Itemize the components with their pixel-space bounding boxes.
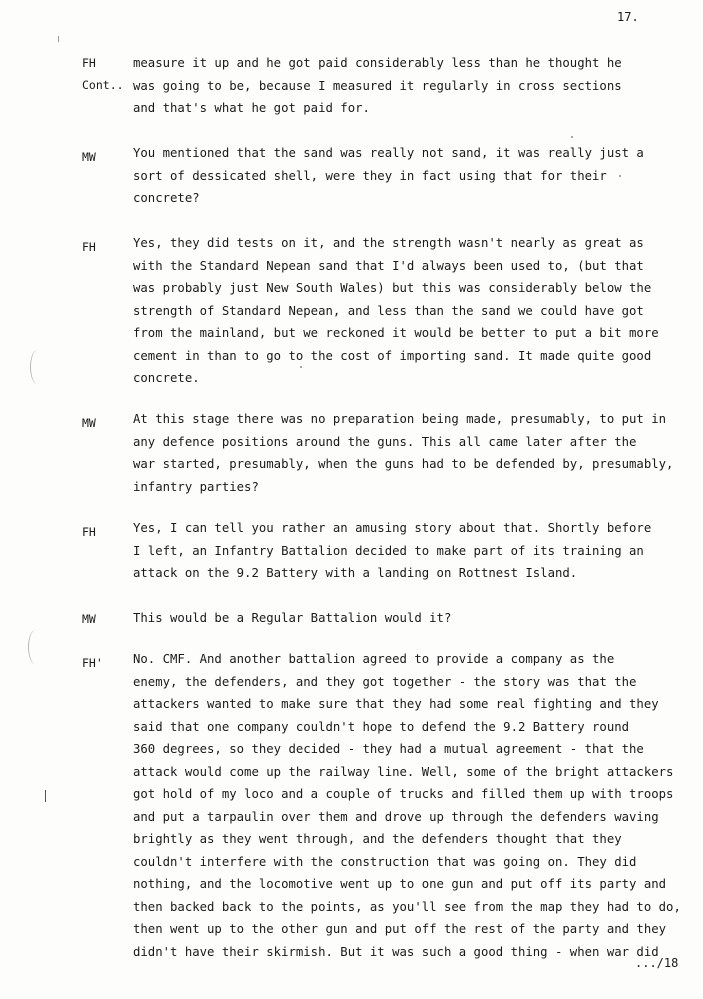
scan-speck [300, 366, 302, 368]
transcript-line: No. CMF. And another battalion agreed to provide a company as the [133, 652, 615, 666]
transcript-line: then backed back to the points, as you'll see from the map they had to do, [133, 899, 681, 914]
transcript-line: couldn't interfere with the construction that was going on. They did [133, 854, 637, 869]
transcript-line: sort of dessicated shell, were they in fact using that for their [133, 168, 607, 183]
transcript-paragraph [133, 52, 673, 120]
transcript-line: got hold of my loco and a couple of trucks and filled them up with troops [133, 787, 674, 801]
page-number: 17. [617, 10, 639, 24]
transcript-line: concrete. [133, 371, 200, 385]
transcript-line: and that's what he got paid for. [133, 101, 370, 115]
transcript-paragraph [133, 607, 673, 630]
transcript-line: strength of Standard Nepean, and less than the sand we could have got [133, 303, 644, 318]
transcript-line: measure it up and he got paid considerably less than he thought he [133, 56, 622, 70]
transcript-line: You mentioned that the sand was really not sand, it was really just a [133, 146, 644, 160]
transcript-line: from the mainland, but we reckoned it would be better to put a bit more [133, 326, 659, 340]
transcript-paragraph [133, 517, 673, 585]
transcript-paragraph [133, 232, 673, 390]
punch-hole-mark [30, 350, 45, 384]
transcript-line: then went up to the other gun and put off the rest of the party and they [133, 922, 667, 936]
scan-mark [45, 790, 46, 802]
transcript-line: I left, an Infantry Battalion decided to make part of its training an [133, 543, 644, 558]
transcript-line: infantry parties? [133, 479, 259, 494]
scan-speck [619, 175, 621, 177]
speaker-label: FH' [82, 656, 103, 670]
transcript-line: attack would come up the railway line. Well, some of the bright attackers [133, 764, 674, 779]
transcript-line: enemy, the defenders, and they got together - the story was that the [133, 674, 637, 689]
speaker-label: MW [82, 612, 96, 626]
transcript-line: brightly as they went through, and the defenders thought that they [133, 832, 622, 846]
transcript-line: At this stage there was no preparation being made, presumably, to put in [133, 412, 667, 426]
speaker-label: FH [82, 240, 96, 254]
transcript-line: and put a tarpaulin over them and drove up through the defenders waving [133, 809, 659, 824]
transcript-line: This would be a Regular Battalion would it? [133, 611, 452, 625]
transcript-paragraph [133, 408, 673, 498]
transcript-line: nothing, and the locomotive went up to one gun and put off its party and [133, 877, 667, 891]
transcript-line: attackers wanted to make sure that they had some real fighting and they [133, 697, 659, 711]
transcript-line: didn't have their skirmish. But it was such a good thing - when war did [133, 944, 659, 959]
transcript-paragraph [133, 142, 673, 210]
speaker-label: MW [82, 416, 96, 430]
speaker-label: FH [82, 525, 96, 539]
transcript-line: war started, presumably, when the guns had to be defended by, presumably, [133, 457, 674, 471]
transcript-line: with the Standard Nepean sand that I'd always been used to, (but that [133, 258, 644, 273]
transcript-line: concrete? [133, 191, 200, 205]
scan-mark [58, 36, 59, 42]
transcript-line: 360 degrees, so they decided - they had a mutual agreement - that the [133, 742, 644, 756]
transcript-line: Yes, they did tests on it, and the strength wasn't nearly as great as [133, 236, 644, 250]
transcript-line: said that one company couldn't hope to defend the 9.2 Battery round [133, 719, 630, 734]
speaker-label: FH Cont.. [82, 56, 124, 92]
transcript-line: was probably just New South Wales) but this was considerably below the [133, 281, 652, 295]
speaker-label: MW [82, 150, 96, 164]
transcript-line: attack on the 9.2 Battery with a landing on Rottnest Island. [133, 566, 578, 580]
scan-speck [571, 136, 573, 138]
transcript-line: any defence positions around the guns. This all came later after the [133, 434, 637, 449]
transcript-line: was going to be, because I measured it regularly in cross sections [133, 78, 622, 93]
continuation-marker: .../18 [635, 956, 679, 970]
punch-hole-mark [28, 630, 43, 664]
transcript-line: cement in than to go to the cost of importing sand. It made quite good [133, 348, 652, 363]
transcript-line: Yes, I can tell you rather an amusing story about that. Shortly before [133, 521, 652, 535]
